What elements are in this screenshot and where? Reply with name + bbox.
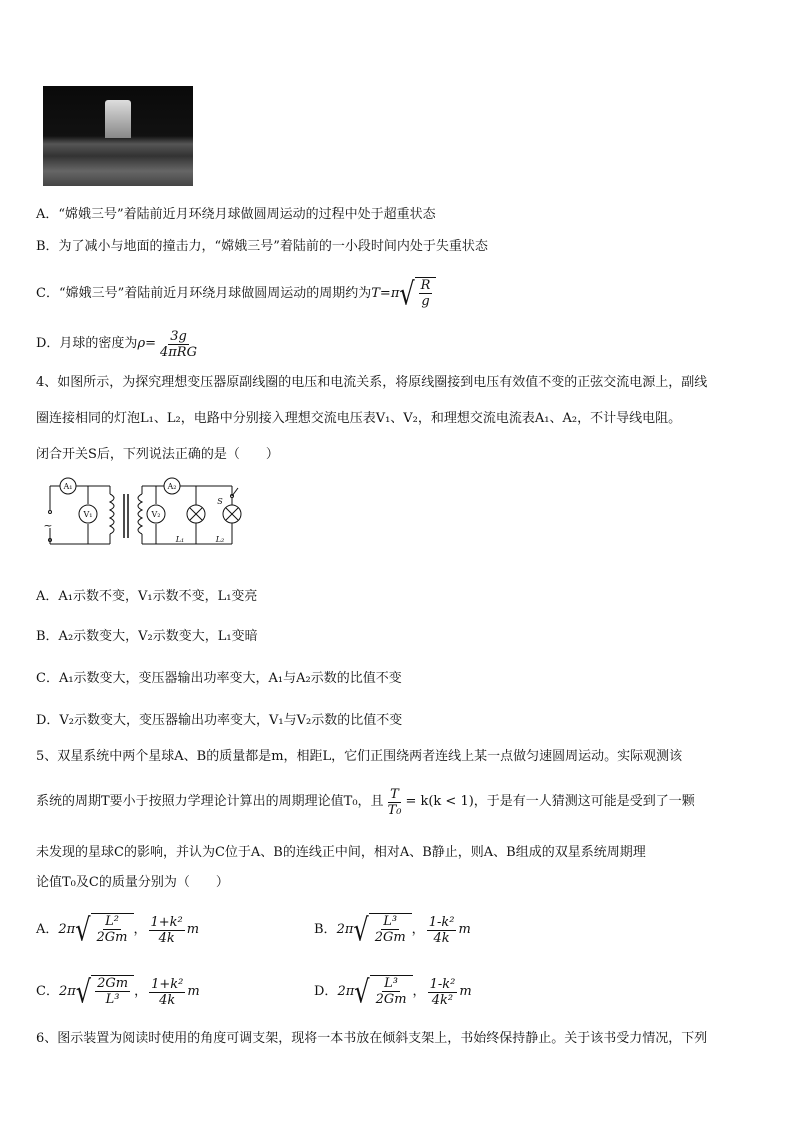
q3-d-den: 4πRG <box>159 344 197 360</box>
q3-option-a: A．“嫦娥三号”着陆前近月环绕月球做圆周运动的过程中处于超重状态 <box>36 207 436 222</box>
q5-stem-line1: 5、双星系统中两个星球A、B的质量都是m，相距L，它们正围绕两者连线上某一点做匀速圆周运动。实际观测该 <box>36 749 683 764</box>
q5-b-sn: L³ <box>383 914 398 929</box>
q5-d-fn: 1-k² <box>429 976 456 992</box>
q5-a-pre: 2π <box>58 922 76 937</box>
q5-stem-line2b: = k(k < 1)，于是有一人猜测这可能是受到了一颗 <box>405 794 695 809</box>
q5-d-fd: 4k² <box>431 992 454 1008</box>
q5-a-sd: 2Gm <box>96 930 128 945</box>
q5-a-fn: 1+k² <box>150 914 183 930</box>
q3-option-c-sqrt: √ $\frac{R}{g}$ <box>399 277 436 311</box>
q4-stem-line2: 圈连接相同的灯泡L₁、L₂，电路中分别接入理想交流电压表V₁、V₂，和理想交流电流表A₁、A₂，不计导线电阻。 <box>36 411 682 426</box>
q5-b-fn: 1-k² <box>428 914 455 930</box>
q5-d-pre: 2π <box>337 984 355 999</box>
q3-option-c-lhs: T=π <box>371 286 400 301</box>
q4-option-d: D．V₂示数变大，变压器输出功率变大，V₁与V₂示数的比值不变 <box>36 713 403 728</box>
q5-frac-num: T <box>390 786 399 802</box>
q5-c-pre: 2π <box>58 984 76 999</box>
q5-stem-line3: 未发现的星球C的影响，并认为C位于A、B的连线正中间，相对A、B静止，则A、B组成的双星系统周期理 <box>36 845 646 860</box>
lunar-lander-photo <box>43 86 193 186</box>
transformer-circuit-diagram <box>40 472 250 556</box>
q3-option-d-lhs: ρ= <box>137 336 156 351</box>
q5-c-fn: 1+k² <box>151 976 184 992</box>
q3-option-c <box>36 276 436 312</box>
q5-b-label: B． <box>314 922 337 937</box>
label-l1: L₁ <box>175 535 185 544</box>
label-a2: A₂ <box>167 482 177 491</box>
q5-c-fd: 4k <box>159 992 176 1008</box>
q4-stem-line3: 闭合开关S后，下列说法正确的是（ ） <box>36 447 279 462</box>
q5-a-label: A． <box>36 922 59 937</box>
q5-option-d: D． 2π √ $\frac{\text{L³}}{2Gm}$ ， $\frac{\text{1-k²}}{\text{4k²}}$ m <box>314 973 472 1011</box>
q5-a-sn: L² <box>105 914 119 929</box>
q5-option-c: C． 2π √ $\frac{2Gm}{\text{L³}}$ ， $\frac{\text{1+k²}}{4k}$ m <box>36 973 200 1011</box>
q5-c-label: C． <box>36 984 59 999</box>
label-v2: V₂ <box>151 510 161 519</box>
label-a1: A₁ <box>63 482 73 491</box>
q3-c-den: g <box>421 294 430 309</box>
q5-b-fd: 4k <box>433 930 450 946</box>
q5-c-sd: L³ <box>105 992 120 1007</box>
q4-stem-line1: 4、如图所示，为探究理想变压器原副线圈的电压和电流关系，将原线圈接到电压有效值不变的正弦交流电源上，副线 <box>36 375 708 390</box>
q3-option-b: B．为了减小与地面的撞击力，“嫦娥三号”着陆前的一小段时间内处于失重状态 <box>36 239 488 254</box>
q5-b-m: m <box>458 922 471 937</box>
label-source: ~ <box>43 519 53 532</box>
q5-frac-den: T₀ <box>387 802 402 818</box>
q5-option-a: A． 2π √ $\frac{\text{L²}}{2Gm}$ ， $\frac{\text{1+k²}}{4k}$ m <box>36 911 200 949</box>
label-v1: V₁ <box>83 510 93 519</box>
q3-option-c-text: C．“嫦娥三号”着陆前近月环绕月球做圆周运动的周期约为 <box>36 286 372 301</box>
lander-figure <box>105 100 131 138</box>
q3-option-d <box>36 326 201 362</box>
q5-d-m: m <box>459 984 472 999</box>
q3-option-d-text: D．月球的密度为 <box>36 336 138 351</box>
q3-d-num: 3g <box>170 328 187 344</box>
q4-option-c: C．A₁示数变大，变压器输出功率变大，A₁与A₂示数的比值不变 <box>36 671 402 686</box>
q5-option-b: B． 2π √ $\frac{\text{L³}}{2Gm}$ ， $\frac{\text{1-k²}}{4k}$ m <box>314 911 471 949</box>
q5-d-label: D． <box>314 984 338 999</box>
q5-stem-line4: 论值T₀及C的质量分别为（ ） <box>36 875 229 890</box>
q5-a-fd: 4k <box>158 930 175 946</box>
q5-a-m: m <box>186 922 200 937</box>
q5-b-sd: 2Gm <box>374 930 406 945</box>
q5-c-m: m <box>187 984 200 999</box>
q4-option-a: A．A₁示数不变，V₁示数不变，L₁变亮 <box>36 589 258 604</box>
q5-stem-line2a: 系统的周期T要小于按照力学理论计算出的周期理论值T₀，且 <box>36 794 384 809</box>
q5-c-sn: 2Gm <box>97 976 129 991</box>
q5-d-sd: 2Gm <box>375 992 407 1007</box>
q4-option-b: B．A₂示数变大，V₂示数变大，L₁变暗 <box>36 629 258 644</box>
q5-stem-line2 <box>36 782 695 822</box>
q5-d-sn: L³ <box>384 976 398 991</box>
q5-b-pre: 2π <box>336 922 354 937</box>
q3-c-num: R <box>420 278 431 293</box>
label-l2: L₂ <box>215 535 225 544</box>
q6-stem-line1: 6、图示装置为阅读时使用的角度可调支架，现将一本书放在倾斜支架上，书始终保持静止。关于该书受力情况，下列 <box>36 1031 708 1046</box>
label-s: S <box>217 497 223 506</box>
